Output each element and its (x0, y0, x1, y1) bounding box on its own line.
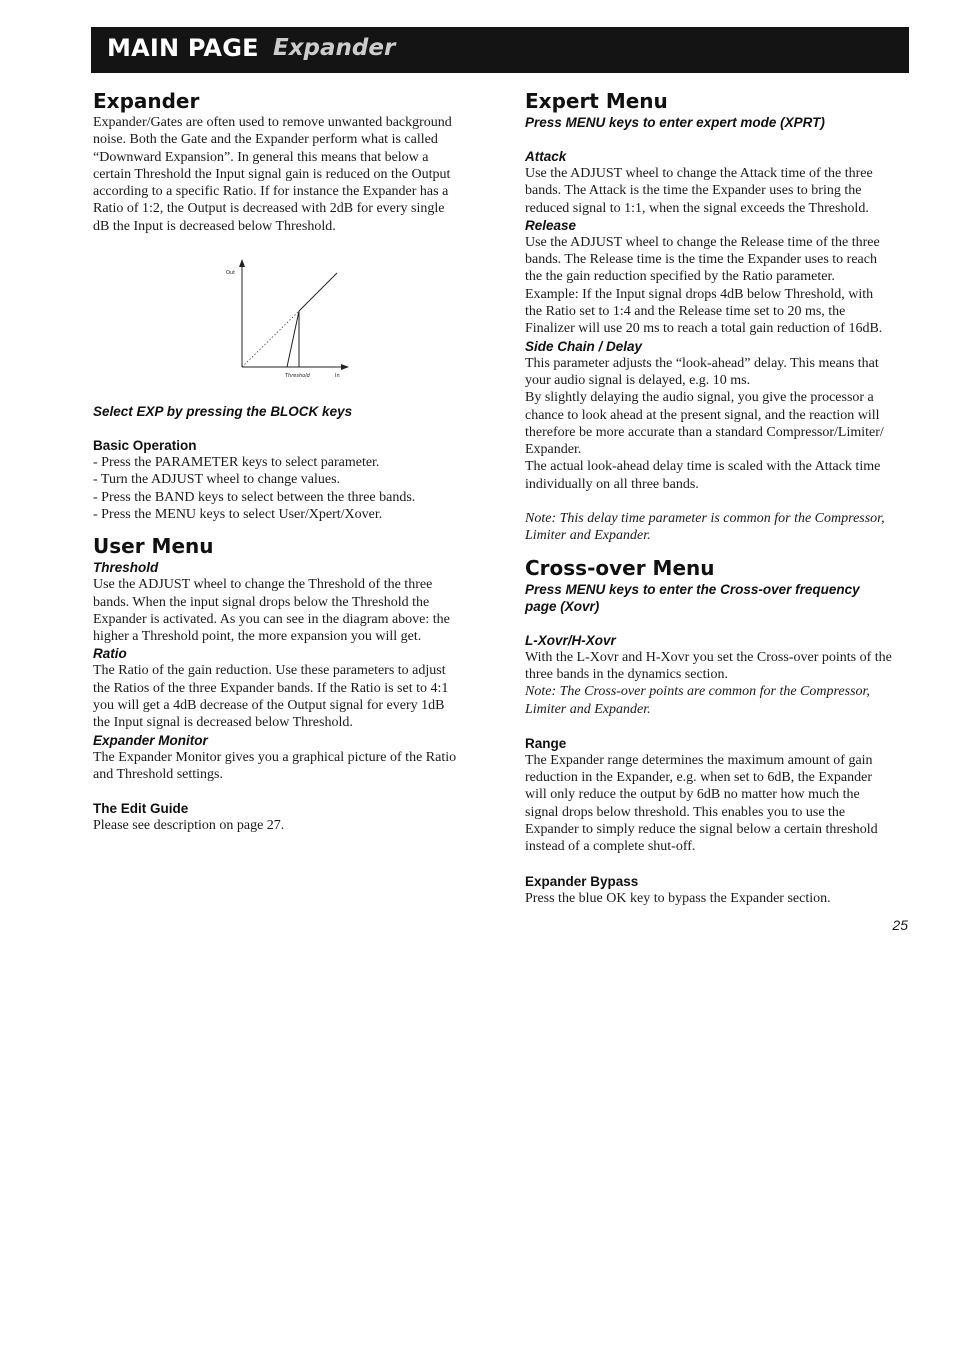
bypass-heading: Expander Bypass (525, 873, 639, 889)
xovr-body: With the L-Xovr and H-Xovr you set the Cross-over points of the three bands in the dynamics section. (525, 649, 892, 682)
user-menu-heading: User Menu (93, 534, 214, 559)
edit-guide-heading: The Edit Guide (93, 801, 189, 817)
expert-menu-heading: Expert Menu (525, 89, 668, 113)
page-header (91, 27, 909, 73)
ratio-heading: Ratio (93, 646, 127, 662)
left-column (93, 88, 483, 835)
threshold-heading: Threshold (93, 560, 159, 576)
threshold-body: Use the ADJUST wheel to change the Threshold of the three bands. When the input signal drops below the Threshold the Expander is activated. As you can see in the diagram above: the higher a Threshold point, the more expansion you will get. (93, 577, 450, 645)
expander-intro: Expander/Gates are often used to remove unwanted background noise. Both the Gate and the Expander perform what is called “Downward Expansion”. In general this means that below a certain Threshold the Input signal gain is reduced on the Output according to a specific Ratio. If for instance the Expander has a Ratio of 1:2, the Output is decreased with 2dB for every single dB the Input is decreased below Threshold. (93, 115, 452, 234)
side-chain-body: This parameter adjusts the “look-ahead” delay. This means that your audio signal is delayed, e.g. 10 ms. By slightly delaying the audio signal, you give the processor a chance to look ahead at the present signal, and the reaction will therefore be more accurate than a standard Compressor/Limiter/ Expander. The actual look-ahead delay time is scaled with the Attack time individually on all three bands. (525, 355, 884, 492)
basic-item: - Press the PARAMETER keys to select parameter. (93, 455, 380, 471)
range-heading: Range (525, 735, 567, 751)
bypass-body: Press the blue OK key to bypass the Expander section. (525, 890, 831, 906)
crossover-menu-heading: Cross-over Menu (525, 555, 715, 580)
header-title: MAIN PAGE (107, 34, 259, 62)
diagram-out-label: Out (226, 270, 236, 277)
xovr-note: Note: The Cross-over points are common for the Compressor, Limiter and Expander. (525, 684, 870, 717)
side-chain-heading: Side Chain / Delay (525, 338, 643, 354)
xovr-heading: L-Xovr/H-Xovr (525, 632, 616, 648)
attack-body: Use the ADJUST wheel to change the Attack time of the three bands. The Attack is the time the Expander uses to bring the reduced signal to 1:1, when the signal exceeds the Threshold. (525, 166, 873, 216)
attack-heading: Attack (525, 149, 567, 164)
release-heading: Release (525, 217, 577, 233)
expander-monitor-body: The Expander Monitor gives you a graphical picture of the Ratio and Threshold settings. (93, 749, 457, 782)
expert-menu-subheading: Press MENU keys to enter expert mode (XPRT) (525, 115, 825, 130)
delay-note: Note: This delay time parameter is common for the Compressor, Limiter and Expander. (525, 511, 885, 544)
expander-monitor-heading: Expander Monitor (93, 732, 208, 748)
basic-item: - Press the MENU keys to select User/Xpert/Xover. (93, 506, 383, 522)
range-body: The Expander range determines the maximum amount of gain reduction in the Expander, e.g. when set to 6dB, the Expander will only reduce the output by 6dB no matter how much the signal drops below threshold. This enables you to use the Expander to simply reduce the signal below a certain threshold instead of a complete shut-off. (525, 752, 878, 855)
basic-item: - Turn the ADJUST wheel to change values. (93, 472, 341, 488)
crossover-menu-subheading: Press MENU keys to enter the Cross-over frequency page (Xovr) (525, 581, 860, 614)
right-column (525, 88, 915, 907)
diagram-y-arrow (239, 259, 245, 267)
diagram-threshold-label: Threshold (285, 373, 310, 378)
expander-heading: Expander (93, 89, 200, 113)
header-subtitle: Expander (273, 35, 396, 61)
ratio-body: The Ratio of the gain reduction. Use these parameters to adjust the Ratios of the three Expander bands. If the Ratio is set to 4:1 you will get a 4dB decrease of the Output signal for every 1dB the Input signal is decreased below Threshold. (93, 663, 449, 731)
diagram-x-arrow (341, 364, 349, 370)
basic-operation-heading: Basic Operation (93, 438, 197, 454)
release-body: Use the ADJUST wheel to change the Release time of the three bands. The Release time is the time the Expander uses to reach the the gain reduction specified by the Ratio parameter. Example: If the Input signal drops 4dB below Threshold, with the Ratio set to 1:4 and the Release time set to 20 ms, the Finalizer will use 20 ms to reach a total gain reduction of 16dB. (525, 234, 883, 337)
edit-guide-body: Please see description on page 27. (93, 818, 285, 834)
expander-diagram (221, 257, 351, 377)
diagram-in-label: In (335, 373, 340, 378)
page-number: 25 (892, 917, 908, 933)
diagram-expansion-line (287, 311, 299, 367)
basic-item: - Press the BAND keys to select between the three bands. (93, 489, 416, 505)
select-exp-instruction: Select EXP by pressing the BLOCK keys (93, 404, 353, 420)
diagram-unity-line (242, 311, 299, 367)
diagram-above-threshold-line (299, 273, 337, 311)
